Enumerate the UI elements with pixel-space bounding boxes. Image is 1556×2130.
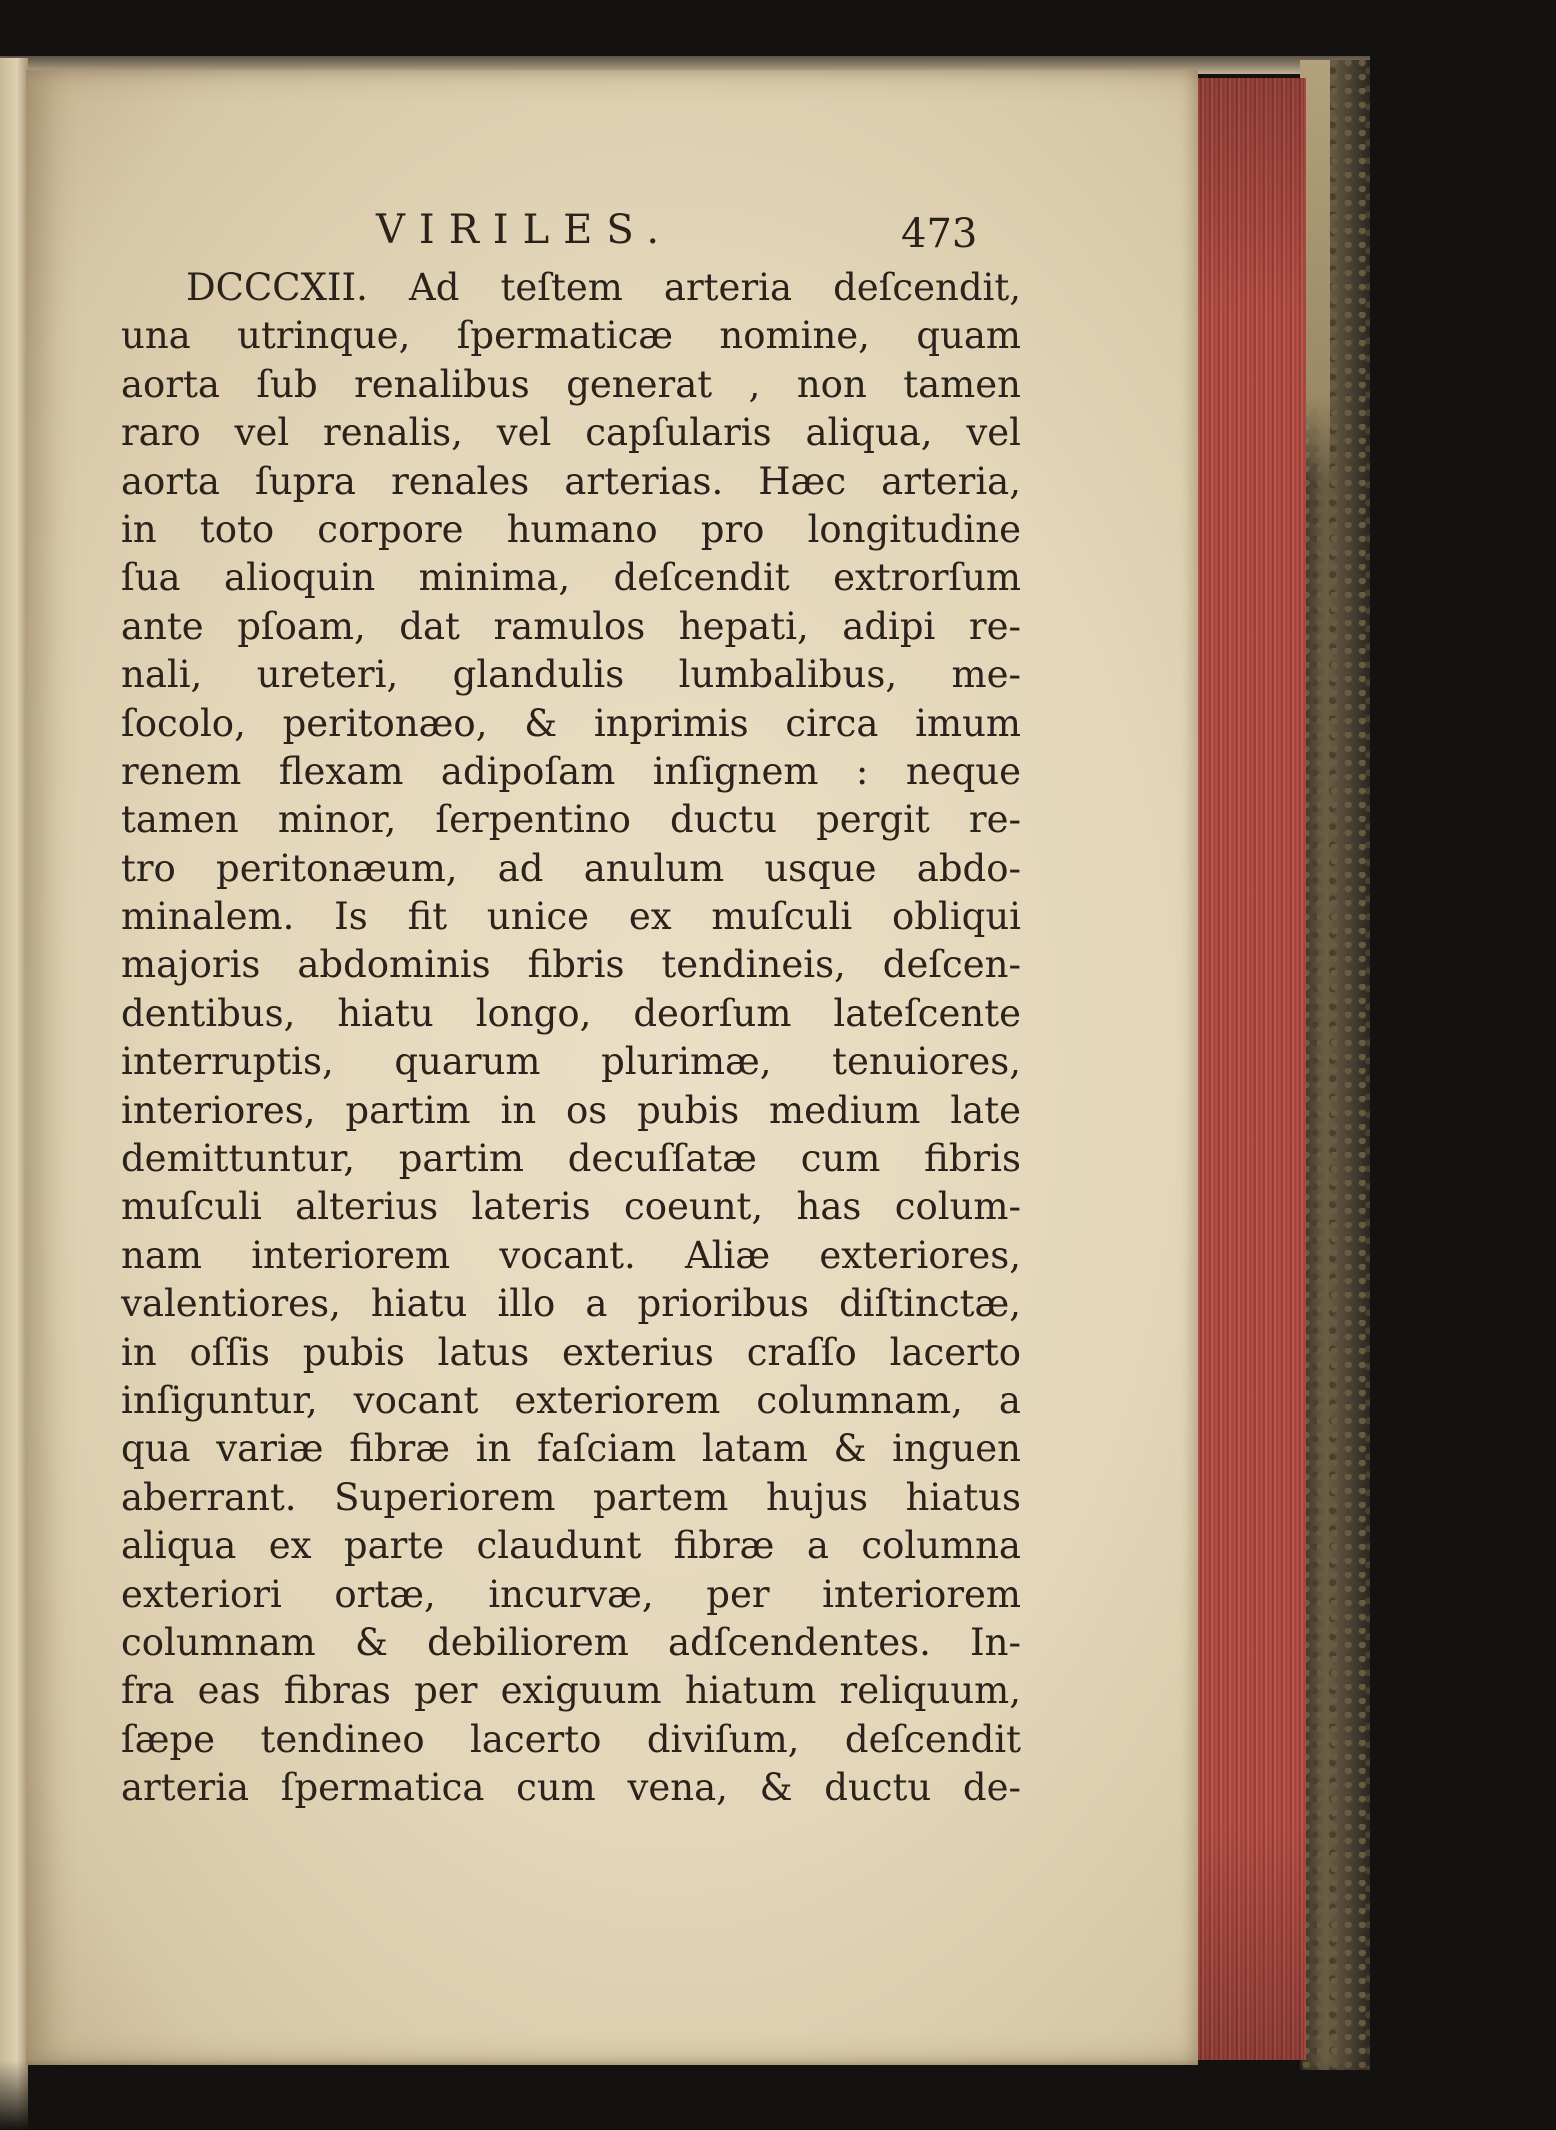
text-line: renem flexam adipoſam inſignem : neque: [121, 749, 1021, 793]
bottom-shadow: [0, 2060, 1556, 2130]
text-line: dentibus, hiatu longo, deorſum lateſcente: [121, 991, 1021, 1035]
text-line: fra eas fibras per exiguum hiatum reliquum,: [121, 1669, 1021, 1713]
text-line: muſculi alterius lateris coeunt, has colum-: [121, 1185, 1021, 1229]
text-line: exteriori ortæ, incurvæ, per interiorem: [121, 1572, 1021, 1616]
text-line: inſiguntur, vocant exteriorem columnam, a: [121, 1378, 1021, 1422]
page-number: 473: [901, 211, 978, 257]
text-line: ſua alioquin minima, deſcendit extrorſum: [121, 556, 1021, 600]
text-line: una utrinque, ſpermaticæ nomine, quam: [121, 314, 1021, 358]
page-body: [121, 264, 1021, 1813]
text-line: raro vel renalis, vel capſularis aliqua, vel: [121, 411, 1021, 455]
text-line: ſæpe tendineo lacerto diviſum, deſcendit: [121, 1717, 1021, 1761]
text-line: DCCCXII. Ad teſtem arteria deſcendit,: [186, 266, 1021, 309]
left-page-edge: [0, 58, 28, 2130]
text-line: interiores, partim in os pubis medium late: [121, 1088, 1021, 1132]
text-line: columnam & debiliorem adſcendentes. In-: [121, 1620, 1021, 1664]
page-text-block: [121, 200, 1021, 1813]
text-line: nam interiorem vocant. Aliæ exteriores,: [121, 1233, 1021, 1277]
text-line: minalem. Is fit unice ex muſculi obliqui: [121, 895, 1021, 939]
running-head: VIRILES.: [376, 207, 674, 253]
page-edges-shade: [1194, 78, 1304, 2060]
text-line: aliqua ex parte claudunt fibræ a columna: [121, 1524, 1021, 1568]
text-line: ſocolo, peritonæo, & inprimis circa imum: [121, 701, 1021, 745]
text-line: majoris abdominis fibris tendineis, deſcen-: [121, 943, 1021, 987]
text-line: valentiores, hiatu illo a prioribus diſtinctæ,: [121, 1282, 1021, 1326]
text-line: aorta ſub renalibus generat , non tamen: [121, 362, 1021, 406]
text-line: tro peritonæum, ad anulum usque abdo-: [121, 846, 1021, 890]
text-line: aberrant. Superiorem partem hujus hiatus: [121, 1475, 1021, 1519]
text-line: aorta ſupra renales arterias. Hæc arteria,: [121, 459, 1021, 503]
text-line: arteria ſpermatica cum vena, & ductu de-: [121, 1766, 1021, 1810]
text-line: in oſſis pubis latus exterius craſſo lacerto: [121, 1330, 1021, 1374]
text-line: in toto corpore humano pro longitudine: [121, 507, 1021, 551]
page-header: [121, 200, 1021, 264]
book-page: [26, 70, 1198, 2065]
text-line: qua variæ fibræ in faſciam latam & inguen: [121, 1427, 1021, 1471]
text-line: nali, ureteri, glandulis lumbalibus, me-: [121, 653, 1021, 697]
text-line: ante pſoam, dat ramulos hepati, adipi re-: [121, 604, 1021, 648]
text-line: interruptis, quarum plurimæ, tenuiores,: [121, 1040, 1021, 1084]
text-line: demittuntur, partim decuſſatæ cum fibris: [121, 1137, 1021, 1181]
text-line: tamen minor, ſerpentino ductu pergit re-: [121, 798, 1021, 842]
